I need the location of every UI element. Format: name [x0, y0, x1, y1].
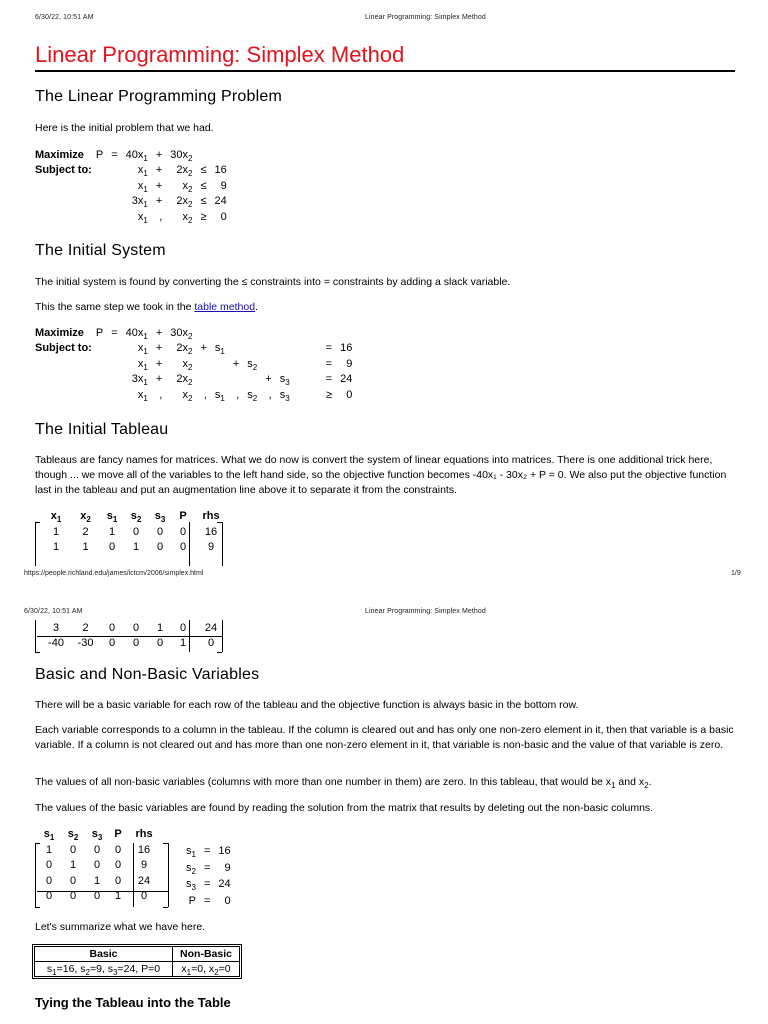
initial-system-equations: Maximize P = $40x_1$ + $30x_2$ Subject to: $x_1$ + $2x_2$ + $s_1$ = 16 $x_1$ + $x_2$ + $s_2$ = 9 $3x_1$ + $2x_2$ + $s_3$ = 24 $x_1$ , $x_2$ , $s_1$ , $s_2$ , $s_3$ ≥ 0 [35, 326, 353, 403]
lpp-intro: Here is the initial problem that we had. [35, 122, 214, 134]
summary-basic-values: $s_1=16$, $s_2=9$, $s_3=24$, P=0 [35, 962, 173, 977]
print-timestamp-p2: 6/30/22, 10:51 AM [24, 608, 83, 615]
basic-p3: The values of all non-basic variables (columns with more than one number in them) are zero. In this tableau, that would be $x_1$ and $x_2$. [35, 776, 652, 790]
summary-header-basic: Basic [35, 947, 173, 962]
table-method-link[interactable]: table method [194, 301, 256, 313]
print-doc-title: Linear Programming: Simplex Method [365, 14, 486, 21]
summary-header-nonbasic: Non-Basic [173, 947, 240, 962]
maximize-label: Maximize [35, 148, 84, 161]
initial-system-p1: The initial system is found by converting the ≤ constraints into = constraints by adding a slack variable. [35, 276, 511, 288]
tableau-row: 0 0 1 0 24 [45, 874, 151, 887]
tableau-row: 1 2 1 0 0 0 16 [52, 525, 218, 538]
section-heading-initial-tableau: The Initial Tableau [35, 421, 169, 438]
initial-tableau-part1: $x_1$ $x_2$ $s_1$ $s_2$ $s_3$ P rhs 1 2 1 0 0 0 16 1 1 0 1 0 0 9 [41, 508, 228, 555]
basic-p4: The values of the basic variables are found by reading the solution from the matrix that results by deleting out the non-basic columns. [35, 802, 654, 814]
tableau-row: -40 -30 0 0 0 1 0 [48, 637, 215, 650]
summary-table [34, 946, 240, 977]
tableau-row: 0 0 0 1 0 [45, 890, 148, 903]
section-heading-basic-nonbasic: Basic and Non-Basic Variables [35, 666, 260, 683]
subject-to-label: Subject to: [35, 164, 92, 177]
section-heading-lpp: The Linear Programming Problem [35, 88, 282, 105]
section-heading-tying: Tying the Tableau into the Table [35, 995, 231, 1010]
initial-tableau-para: Tableaus are fancy names for matrices. What we do now is convert the system of linear equations into matrices. There is one additional trick here, though ... we move all of the variables to the left hand side, so the objective function becomes -40x₁ - 30x₂ + P = 0. We also put the objective function last in the tableau and put an augmentation line above it to separate it from the constraints. [35, 454, 727, 496]
print-doc-title-p2: Linear Programming: Simplex Method [365, 608, 486, 615]
tableau-row: 1 0 0 0 16 [45, 843, 151, 856]
print-timestamp: 6/30/22, 10:51 AM [35, 14, 94, 21]
tableau-row: 0 1 0 0 9 [45, 859, 148, 872]
summary-intro: Let's summarize what we have here. [35, 921, 206, 933]
basic-p2: Each variable corresponds to a column in the tableau. If the column is cleared out and has only one non-zero element in it, then that variable is a basic variable. If a column is not cleared out and has more than one non-zero element in it, that variable is non-basic and the value of that variable is zero. [35, 724, 734, 751]
initial-system-p2: This the same step we took in the table method. [35, 301, 258, 313]
print-footer-url: https://people.richland.edu/james/ictcm/2006/simplex.html [24, 570, 204, 577]
summary-nonbasic-values: $x_1=0$, $x_2=0$ [173, 962, 240, 977]
page-title: Linear Programming: Simplex Method [35, 42, 405, 67]
print-footer-page: 1/9 [731, 570, 741, 577]
basic-p1: There will be a basic variable for each row of the tableau and the objective function is always basic in the bottom row. [35, 699, 579, 711]
tableau-row: 3 2 0 0 1 0 24 [52, 621, 218, 634]
section-heading-initial-system: The Initial System [35, 242, 166, 259]
basic-solution: $s_1$ = 16 $s_2$ = 9 $s_3$ = 24 P = 0 [186, 845, 231, 907]
lp-problem: Maximize P = $40x_1$ + $30x_2$ Subject to: $x_1$ + $2x_2$ ≤ 16 $x_1$ + $x_2$ ≤ 9 $3x_1$ + $2x_2$ ≤ 24 $x_1$ , $x_2$ ≥ 0 [35, 148, 227, 225]
basic-tableau: $s_1$ $s_2$ $s_3$ P rhs 1 0 0 0 16 0 1 0 0 9 0 0 1 0 24 0 0 0 1 0 [37, 826, 161, 904]
title-rule [35, 70, 735, 72]
tableau-row: 1 1 0 1 0 0 9 [52, 541, 215, 554]
